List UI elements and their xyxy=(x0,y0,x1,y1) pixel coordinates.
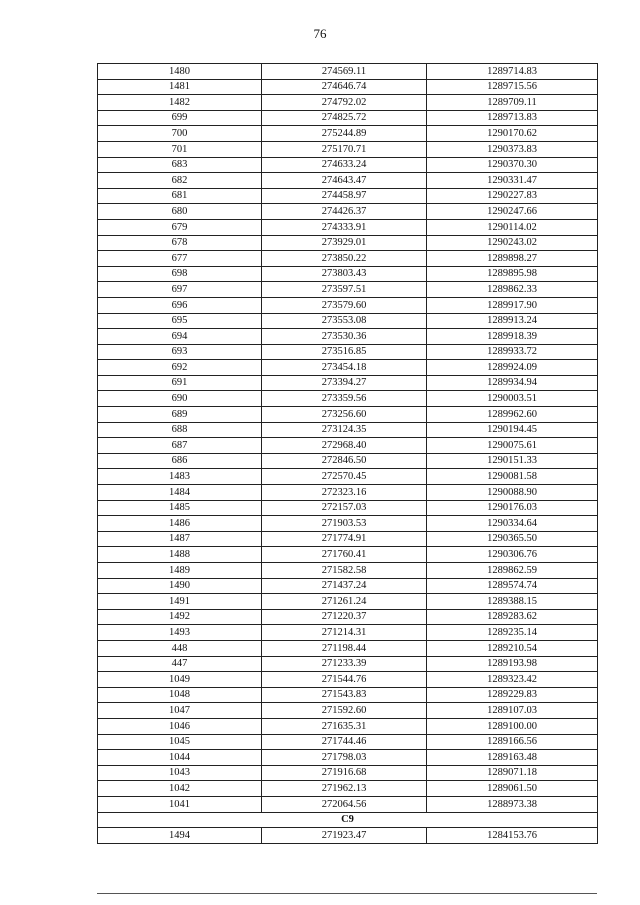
point-number-cell: 696 xyxy=(98,297,262,313)
x-coordinate-cell: 272846.50 xyxy=(262,453,427,469)
point-number-cell: 1492 xyxy=(98,609,262,625)
x-coordinate-cell: 271582.58 xyxy=(262,563,427,579)
point-number-cell: 1488 xyxy=(98,547,262,563)
table-row xyxy=(98,64,598,80)
x-coordinate-cell: 274825.72 xyxy=(262,110,427,126)
x-coordinate-cell: 273516.85 xyxy=(262,344,427,360)
point-number-cell: 1047 xyxy=(98,703,262,719)
table-row xyxy=(98,781,598,797)
point-number-cell: 1483 xyxy=(98,469,262,485)
y-coordinate-cell: 1289714.83 xyxy=(427,64,598,80)
y-coordinate-cell: 1290243.02 xyxy=(427,235,598,251)
point-number-cell: 682 xyxy=(98,173,262,189)
table-row xyxy=(98,485,598,501)
table-row xyxy=(98,750,598,766)
table-row xyxy=(98,79,598,95)
y-coordinate-cell: 1289933.72 xyxy=(427,344,598,360)
x-coordinate-cell: 273359.56 xyxy=(262,391,427,407)
table-row xyxy=(98,126,598,142)
point-number-cell: 1494 xyxy=(98,828,262,844)
table-row xyxy=(98,188,598,204)
point-number-cell: 1487 xyxy=(98,531,262,547)
coordinates-table-body xyxy=(98,64,598,844)
point-number-cell: 1045 xyxy=(98,734,262,750)
x-coordinate-cell: 271744.46 xyxy=(262,734,427,750)
y-coordinate-cell: 1289229.83 xyxy=(427,687,598,703)
x-coordinate-cell: 271437.24 xyxy=(262,578,427,594)
x-coordinate-cell: 275244.89 xyxy=(262,126,427,142)
y-coordinate-cell: 1289713.83 xyxy=(427,110,598,126)
table-row xyxy=(98,422,598,438)
y-coordinate-cell: 1290114.02 xyxy=(427,219,598,235)
table-row xyxy=(98,453,598,469)
table-row xyxy=(98,313,598,329)
section-label: C9 xyxy=(98,812,598,828)
point-number-cell: 690 xyxy=(98,391,262,407)
y-coordinate-cell: 1290176.03 xyxy=(427,500,598,516)
x-coordinate-cell: 271903.53 xyxy=(262,516,427,532)
y-coordinate-cell: 1289913.24 xyxy=(427,313,598,329)
table-row xyxy=(98,329,598,345)
y-coordinate-cell: 1288973.38 xyxy=(427,796,598,812)
table-row xyxy=(98,594,598,610)
y-coordinate-cell: 1290194.45 xyxy=(427,422,598,438)
y-coordinate-cell: 1289283.62 xyxy=(427,609,598,625)
y-coordinate-cell: 1289061.50 xyxy=(427,781,598,797)
x-coordinate-cell: 273553.08 xyxy=(262,313,427,329)
point-number-cell: 1489 xyxy=(98,563,262,579)
bottom-rule xyxy=(97,893,597,894)
x-coordinate-cell: 273597.51 xyxy=(262,282,427,298)
point-number-cell: 689 xyxy=(98,407,262,423)
point-number-cell: 448 xyxy=(98,640,262,656)
y-coordinate-cell: 1289323.42 xyxy=(427,672,598,688)
point-number-cell: 1493 xyxy=(98,625,262,641)
x-coordinate-cell: 271635.31 xyxy=(262,718,427,734)
x-coordinate-cell: 274643.47 xyxy=(262,173,427,189)
point-number-cell: 698 xyxy=(98,266,262,282)
point-number-cell: 677 xyxy=(98,251,262,267)
x-coordinate-cell: 271774.91 xyxy=(262,531,427,547)
y-coordinate-cell: 1289918.39 xyxy=(427,329,598,345)
point-number-cell: 1490 xyxy=(98,578,262,594)
point-number-cell: 1481 xyxy=(98,79,262,95)
coordinates-table xyxy=(97,63,598,844)
y-coordinate-cell: 1290227.83 xyxy=(427,188,598,204)
y-coordinate-cell: 1289574.74 xyxy=(427,578,598,594)
point-number-cell: 681 xyxy=(98,188,262,204)
y-coordinate-cell: 1289193.98 xyxy=(427,656,598,672)
point-number-cell: 678 xyxy=(98,235,262,251)
y-coordinate-cell: 1290075.61 xyxy=(427,438,598,454)
table-row xyxy=(98,95,598,111)
table-row xyxy=(98,500,598,516)
y-coordinate-cell: 1289962.60 xyxy=(427,407,598,423)
x-coordinate-cell: 274458.97 xyxy=(262,188,427,204)
point-number-cell: 1480 xyxy=(98,64,262,80)
point-number-cell: 680 xyxy=(98,204,262,220)
y-coordinate-cell: 1289388.15 xyxy=(427,594,598,610)
y-coordinate-cell: 1289862.33 xyxy=(427,282,598,298)
x-coordinate-cell: 271962.13 xyxy=(262,781,427,797)
x-coordinate-cell: 271220.37 xyxy=(262,609,427,625)
table-row xyxy=(98,625,598,641)
table-row xyxy=(98,578,598,594)
table-row xyxy=(98,563,598,579)
x-coordinate-cell: 273256.60 xyxy=(262,407,427,423)
point-number-cell: 1041 xyxy=(98,796,262,812)
table-row xyxy=(98,173,598,189)
x-coordinate-cell: 271261.24 xyxy=(262,594,427,610)
y-coordinate-cell: 1290334.64 xyxy=(427,516,598,532)
table-row xyxy=(98,219,598,235)
x-coordinate-cell: 273530.36 xyxy=(262,329,427,345)
table-row xyxy=(98,266,598,282)
y-coordinate-cell: 1289100.00 xyxy=(427,718,598,734)
table-row xyxy=(98,204,598,220)
y-coordinate-cell: 1290247.66 xyxy=(427,204,598,220)
x-coordinate-cell: 272064.56 xyxy=(262,796,427,812)
y-coordinate-cell: 1289917.90 xyxy=(427,297,598,313)
page-number: 76 xyxy=(313,26,327,41)
x-coordinate-cell: 274633.24 xyxy=(262,157,427,173)
point-number-cell: 692 xyxy=(98,360,262,376)
y-coordinate-cell: 1289924.09 xyxy=(427,360,598,376)
table-row xyxy=(98,796,598,812)
section-row xyxy=(98,812,598,828)
x-coordinate-cell: 271760.41 xyxy=(262,547,427,563)
x-coordinate-cell: 275170.71 xyxy=(262,141,427,157)
table-row xyxy=(98,235,598,251)
x-coordinate-cell: 274426.37 xyxy=(262,204,427,220)
point-number-cell: 1485 xyxy=(98,500,262,516)
table-row xyxy=(98,672,598,688)
point-number-cell: 693 xyxy=(98,344,262,360)
x-coordinate-cell: 271544.76 xyxy=(262,672,427,688)
x-coordinate-cell: 271214.31 xyxy=(262,625,427,641)
table-row xyxy=(98,516,598,532)
point-number-cell: 695 xyxy=(98,313,262,329)
y-coordinate-cell: 1290170.62 xyxy=(427,126,598,142)
y-coordinate-cell: 1289166.56 xyxy=(427,734,598,750)
point-number-cell: 686 xyxy=(98,453,262,469)
x-coordinate-cell: 271798.03 xyxy=(262,750,427,766)
x-coordinate-cell: 273454.18 xyxy=(262,360,427,376)
x-coordinate-cell: 271916.68 xyxy=(262,765,427,781)
point-number-cell: 691 xyxy=(98,375,262,391)
x-coordinate-cell: 272323.16 xyxy=(262,485,427,501)
y-coordinate-cell: 1289107.03 xyxy=(427,703,598,719)
point-number-cell: 1043 xyxy=(98,765,262,781)
table-row xyxy=(98,734,598,750)
table-row xyxy=(98,531,598,547)
x-coordinate-cell: 272570.45 xyxy=(262,469,427,485)
y-coordinate-cell: 1290151.33 xyxy=(427,453,598,469)
y-coordinate-cell: 1289071.18 xyxy=(427,765,598,781)
y-coordinate-cell: 1289895.98 xyxy=(427,266,598,282)
y-coordinate-cell: 1290365.50 xyxy=(427,531,598,547)
y-coordinate-cell: 1290331.47 xyxy=(427,173,598,189)
x-coordinate-cell: 273394.27 xyxy=(262,375,427,391)
table-row xyxy=(98,282,598,298)
point-number-cell: 700 xyxy=(98,126,262,142)
x-coordinate-cell: 271923.47 xyxy=(262,828,427,844)
point-number-cell: 1049 xyxy=(98,672,262,688)
table-row xyxy=(98,141,598,157)
y-coordinate-cell: 1290088.90 xyxy=(427,485,598,501)
x-coordinate-cell: 271543.83 xyxy=(262,687,427,703)
table-row xyxy=(98,438,598,454)
x-coordinate-cell: 271592.60 xyxy=(262,703,427,719)
table-row xyxy=(98,656,598,672)
table-row xyxy=(98,469,598,485)
y-coordinate-cell: 1289235.14 xyxy=(427,625,598,641)
point-number-cell: 679 xyxy=(98,219,262,235)
x-coordinate-cell: 273124.35 xyxy=(262,422,427,438)
table-row xyxy=(98,360,598,376)
y-coordinate-cell: 1284153.76 xyxy=(427,828,598,844)
table-row xyxy=(98,640,598,656)
point-number-cell: 1484 xyxy=(98,485,262,501)
x-coordinate-cell: 271198.44 xyxy=(262,640,427,656)
point-number-cell: 687 xyxy=(98,438,262,454)
x-coordinate-cell: 272968.40 xyxy=(262,438,427,454)
point-number-cell: 1048 xyxy=(98,687,262,703)
y-coordinate-cell: 1289163.48 xyxy=(427,750,598,766)
y-coordinate-cell: 1289898.27 xyxy=(427,251,598,267)
table-row xyxy=(98,375,598,391)
table-row xyxy=(98,718,598,734)
x-coordinate-cell: 271233.39 xyxy=(262,656,427,672)
point-number-cell: 688 xyxy=(98,422,262,438)
y-coordinate-cell: 1289934.94 xyxy=(427,375,598,391)
x-coordinate-cell: 274569.11 xyxy=(262,64,427,80)
y-coordinate-cell: 1289862.59 xyxy=(427,563,598,579)
table-row xyxy=(98,251,598,267)
table-row xyxy=(98,297,598,313)
y-coordinate-cell: 1289715.56 xyxy=(427,79,598,95)
point-number-cell: 699 xyxy=(98,110,262,126)
point-number-cell: 683 xyxy=(98,157,262,173)
point-number-cell: 1486 xyxy=(98,516,262,532)
table-row xyxy=(98,344,598,360)
table-row xyxy=(98,687,598,703)
x-coordinate-cell: 273579.60 xyxy=(262,297,427,313)
point-number-cell: 1482 xyxy=(98,95,262,111)
x-coordinate-cell: 274333.91 xyxy=(262,219,427,235)
point-number-cell: 1042 xyxy=(98,781,262,797)
x-coordinate-cell: 272157.03 xyxy=(262,500,427,516)
table-row xyxy=(98,765,598,781)
y-coordinate-cell: 1290370.30 xyxy=(427,157,598,173)
table-row xyxy=(98,547,598,563)
y-coordinate-cell: 1290003.51 xyxy=(427,391,598,407)
x-coordinate-cell: 273929.01 xyxy=(262,235,427,251)
table-row xyxy=(98,609,598,625)
point-number-cell: 1491 xyxy=(98,594,262,610)
table-row xyxy=(98,703,598,719)
table-row xyxy=(98,828,598,844)
x-coordinate-cell: 273850.22 xyxy=(262,251,427,267)
point-number-cell: 697 xyxy=(98,282,262,298)
y-coordinate-cell: 1290373.83 xyxy=(427,141,598,157)
point-number-cell: 694 xyxy=(98,329,262,345)
table-row xyxy=(98,391,598,407)
y-coordinate-cell: 1289210.54 xyxy=(427,640,598,656)
y-coordinate-cell: 1289709.11 xyxy=(427,95,598,111)
table-row xyxy=(98,157,598,173)
point-number-cell: 447 xyxy=(98,656,262,672)
point-number-cell: 701 xyxy=(98,141,262,157)
x-coordinate-cell: 274792.02 xyxy=(262,95,427,111)
y-coordinate-cell: 1290306.76 xyxy=(427,547,598,563)
x-coordinate-cell: 273803.43 xyxy=(262,266,427,282)
point-number-cell: 1044 xyxy=(98,750,262,766)
x-coordinate-cell: 274646.74 xyxy=(262,79,427,95)
table-row xyxy=(98,407,598,423)
point-number-cell: 1046 xyxy=(98,718,262,734)
y-coordinate-cell: 1290081.58 xyxy=(427,469,598,485)
table-row xyxy=(98,110,598,126)
